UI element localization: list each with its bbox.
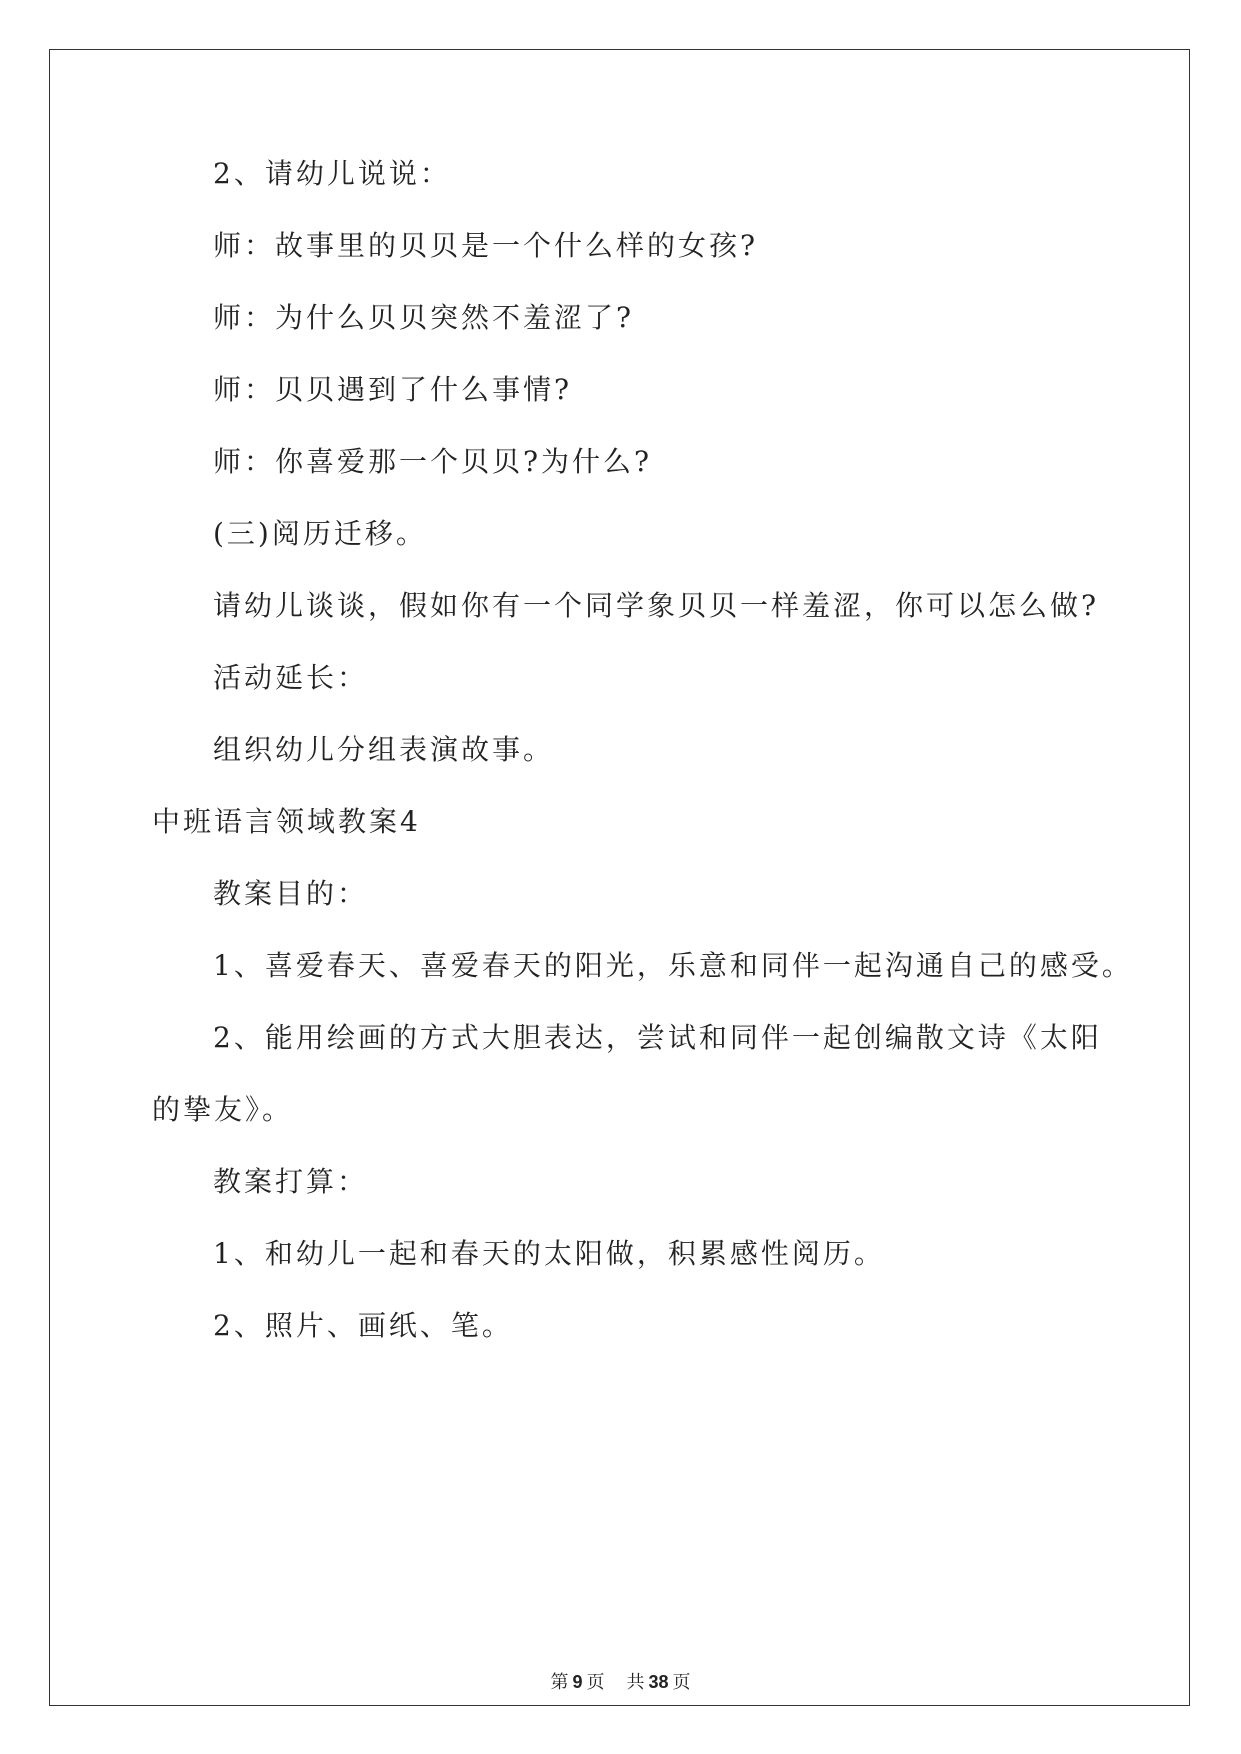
prep-1: 1、和幼儿一起和春天的太阳做，积累感性阅历。 <box>213 1237 885 1270</box>
paragraph-3: 师：为什么贝贝突然不羞涩了? <box>213 301 635 334</box>
total-prefix: 共 <box>626 1672 645 1693</box>
goal-2-continuation: 的挚友》。 <box>152 1093 294 1126</box>
page-number: 9 <box>572 1672 583 1692</box>
paragraph-6: 请幼儿谈谈，假如你有一个同学象贝贝一样羞涩，你可以怎么做? <box>213 589 1100 622</box>
paragraph-5: 师：你喜爱那一个贝贝?为什么? <box>213 445 653 478</box>
page-suffix: 页 <box>586 1672 605 1693</box>
lesson-prep-heading: 教案打算： <box>213 1165 369 1198</box>
total-pages: 38 <box>648 1672 669 1692</box>
page-prefix: 第 <box>550 1672 569 1693</box>
prep-2: 2、照片、画纸、笔。 <box>213 1309 513 1342</box>
section-heading-3: (三)阅历迁移。 <box>213 517 427 550</box>
goal-1: 1、喜爱春天、喜爱春天的阳光，乐意和同伴一起沟通自己的感受。 <box>213 949 1133 982</box>
paragraph-4: 师：贝贝遇到了什么事情? <box>213 373 573 406</box>
paragraph-7: 组织幼儿分组表演故事。 <box>213 733 555 766</box>
lesson-title: 中班语言领域教案4 <box>152 805 421 838</box>
paragraph-2: 师：故事里的贝贝是一个什么样的女孩? <box>213 229 759 262</box>
page-footer <box>0 1670 1241 1695</box>
paragraph-1: 2、请幼儿说说： <box>213 157 451 190</box>
goal-2: 2、能用绘画的方式大胆表达，尝试和同伴一起创编散文诗《太阳 <box>213 1021 1102 1054</box>
total-suffix: 页 <box>672 1672 691 1693</box>
lesson-goals-heading: 教案目的： <box>213 877 369 910</box>
activity-extension-heading: 活动延长： <box>213 661 369 694</box>
